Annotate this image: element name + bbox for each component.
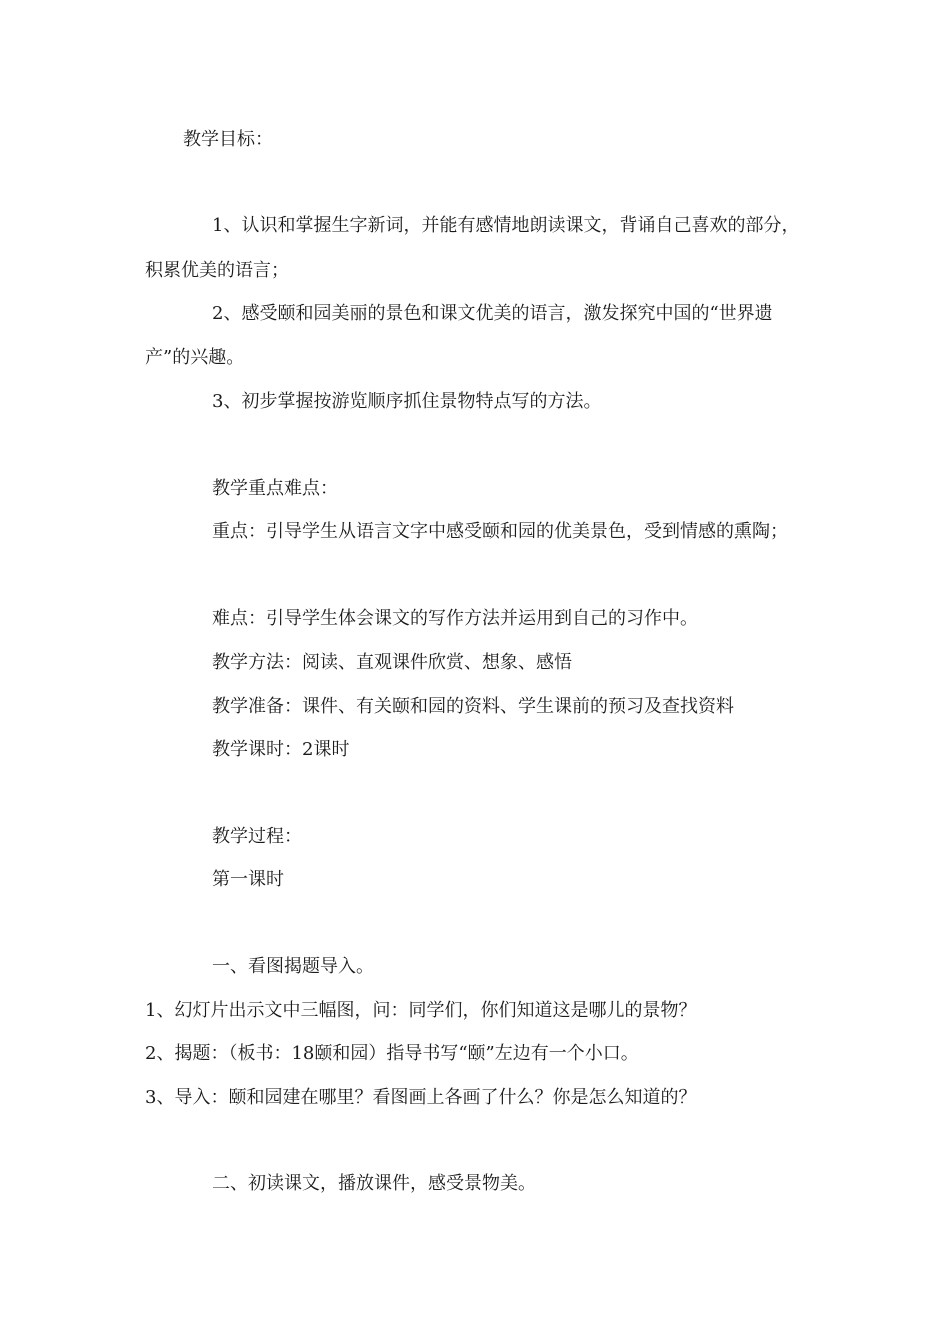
difficult-point: 难点：引导学生体会课文的写作方法并运用到自己的习作中。 xyxy=(212,608,698,629)
key-point: 重点：引导学生从语言文字中感受颐和园的优美景色，受到情感的熏陶； xyxy=(212,521,788,542)
heading-teaching-goals: 教学目标： xyxy=(183,129,273,150)
heading-key-difficult-points: 教学重点难点： xyxy=(212,478,338,499)
step-3: 3、导入：颐和园建在哪里？看图画上各画了什么？你是怎么知道的？ xyxy=(145,1087,697,1108)
goal-2-line-2: 产”的兴趣。 xyxy=(145,347,245,368)
step-2: 2、揭题：（板书：18颐和园）指导书写“颐”左边有一个小口。 xyxy=(145,1043,639,1064)
step-1: 1、幻灯片出示文中三幅图，问：同学们，你们知道这是哪儿的景物？ xyxy=(145,1000,697,1021)
goal-3: 3、初步掌握按游览顺序抓住景物特点写的方法。 xyxy=(212,391,602,412)
section-2-heading: 二、初读课文，播放课件，感受景物美。 xyxy=(212,1173,536,1194)
teaching-hours: 教学课时：2课时 xyxy=(212,739,350,760)
teaching-preparation: 教学准备：课件、有关颐和园的资料、学生课前的预习及查找资料 xyxy=(212,696,734,717)
goal-1-line-2: 积累优美的语言； xyxy=(145,260,289,281)
section-1-heading: 一、看图揭题导入。 xyxy=(212,956,374,977)
goal-1-line-1: 1、认识和掌握生字新词，并能有感情地朗读课文，背诵自己喜欢的部分， xyxy=(212,215,800,236)
heading-teaching-process: 教学过程： xyxy=(212,826,302,847)
goal-2-line-1: 2、感受颐和园美丽的景色和课文优美的语言，激发探究中国的“世界遗 xyxy=(212,303,773,324)
first-lesson: 第一课时 xyxy=(212,869,284,890)
teaching-method: 教学方法：阅读、直观课件欣赏、想象、感悟 xyxy=(212,652,572,673)
